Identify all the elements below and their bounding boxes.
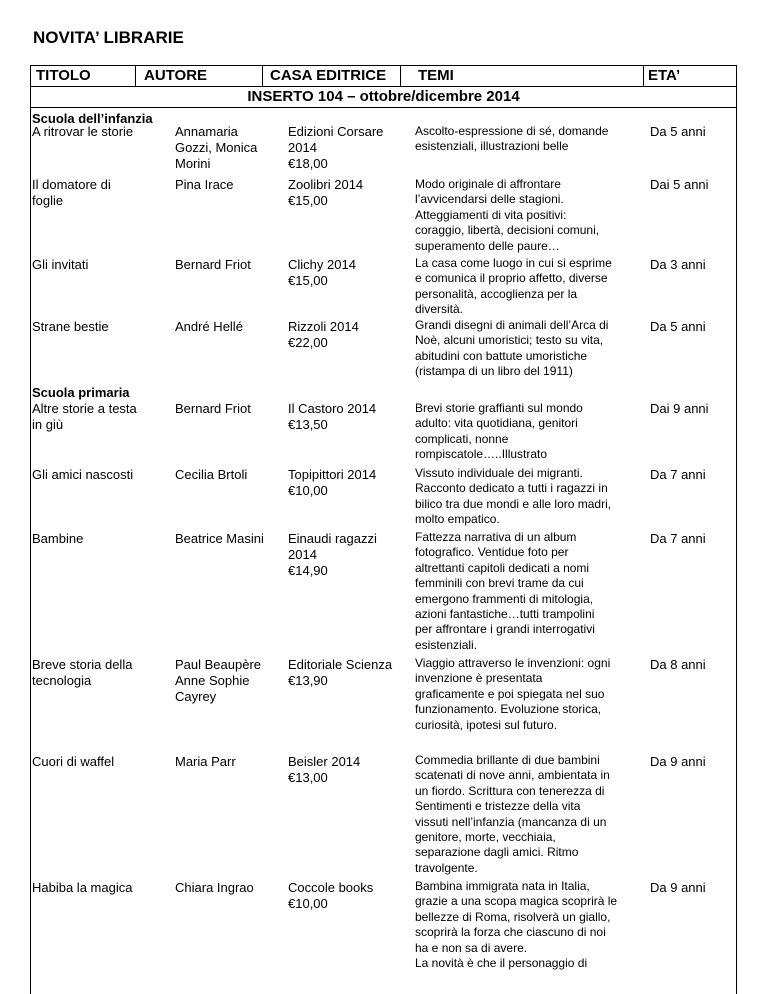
header-casa-editrice: CASA EDITRICE xyxy=(270,67,387,84)
row-titolo: Gli invitati xyxy=(32,257,89,272)
row-autore: Pina Irace xyxy=(175,177,234,192)
row-casa: Il Castoro 2014 €13,50 xyxy=(288,401,377,432)
row-casa: Beisler 2014 €13,00 xyxy=(288,754,361,785)
row-casa: Clichy 2014 €15,00 xyxy=(288,257,356,288)
insert-divider xyxy=(30,107,737,108)
row-autore: Chiara Ingrao xyxy=(175,880,254,895)
row-autore: Annamaria Gozzi, Monica Morini xyxy=(175,124,258,171)
header-col-sep xyxy=(400,65,401,87)
row-eta: Da 9 anni xyxy=(650,754,706,769)
row-autore: André Hellé xyxy=(175,319,243,334)
row-eta: Da 7 anni xyxy=(650,531,706,546)
row-temi: La casa come luogo in cui si esprime e comunica il proprio affetto, diverse personalità, accoglienza per la diversità. xyxy=(415,256,612,317)
row-titolo: Gli amici nascosti xyxy=(32,467,134,482)
row-eta: Da 5 anni xyxy=(650,319,706,334)
row-casa: Topipittori 2014 €10,00 xyxy=(288,467,377,498)
row-titolo: Breve storia della tecnologia xyxy=(32,657,133,688)
row-temi: Ascolto-espressione di sé, domande esistenziali, illustrazioni belle xyxy=(415,124,609,154)
header-col-sep xyxy=(262,65,263,87)
row-titolo: Altre storie a testa in giù xyxy=(32,401,137,432)
row-temi: Vissuto individuale dei migranti. Racconto dedicato a tutti i ragazzi in bilico tra due mondi e alle loro madri, molto empatico. xyxy=(415,466,612,527)
table-border-left xyxy=(30,65,31,994)
row-titolo: Il domatore di foglie xyxy=(32,177,111,208)
header-autore: AUTORE xyxy=(144,67,208,84)
row-temi: Commedia brillante di due bambini scatenati di nove anni, ambientata in un fiordo. Scrittura con tenerezza di Sentimenti e tristezze della vita vissuti nell’infanzia (mancanza di un genitore, morte, vecchiaia, separazione dagli amici. Ritmo travolgente. xyxy=(415,753,610,875)
row-temi: Brevi storie graffianti sul mondo adulto: vita quotidiana, genitori complicati, nonne rompiscatole…..Illustrato xyxy=(415,401,583,462)
row-eta: Dai 5 anni xyxy=(650,177,709,192)
row-autore: Bernard Friot xyxy=(175,257,251,272)
row-eta: Da 3 anni xyxy=(650,257,706,272)
row-autore: Cecilia Brtoli xyxy=(175,467,248,482)
insert-title: INSERTO 104 – ottobre/dicembre 2014 xyxy=(247,88,520,105)
row-temi: Grandi disegni di animali dell’Arca di Noè, alcuni umoristici; testo su vita, abitudini con battute umoristiche (ristampa di un libro del 1911) xyxy=(415,318,609,379)
table-border-right xyxy=(736,65,737,994)
header-col-sep xyxy=(643,65,644,87)
row-casa: Rizzoli 2014 €22,00 xyxy=(288,319,359,350)
row-eta: Da 9 anni xyxy=(650,880,706,895)
document-title: NOVITA’ LIBRARIE xyxy=(33,28,184,47)
row-casa: Coccole books €10,00 xyxy=(288,880,374,911)
header-divider xyxy=(30,86,737,87)
row-titolo: Bambine xyxy=(32,531,84,546)
row-titolo: Habiba la magica xyxy=(32,880,133,895)
row-casa: Einaudi ragazzi 2014 €14,90 xyxy=(288,531,377,578)
row-eta: Da 7 anni xyxy=(650,467,706,482)
row-eta: Da 8 anni xyxy=(650,657,706,672)
row-casa: Zoolibri 2014 €15,00 xyxy=(288,177,364,208)
row-eta: Dai 9 anni xyxy=(650,401,709,416)
row-titolo: A ritrovar le storie xyxy=(32,124,134,139)
row-casa: Editoriale Scienza €13,90 xyxy=(288,657,393,688)
row-autore: Beatrice Masini xyxy=(175,531,264,546)
row-temi: Bambina immigrata nata in Italia, grazie a una scopa magica scoprirà le bellezze di Roma, risolverà un giallo, scoprirà la forza che ciascuno di noi ha e non sa di avere. La novità è che il personaggio di xyxy=(415,879,618,971)
section-infanzia: Scuola dell’infanzia xyxy=(32,111,153,126)
row-temi: Modo originale di affrontare l’avvicendarsi delle stagioni. Atteggiamenti di vita positivi: coraggio, libertà, decisioni comuni, superamento delle paure… xyxy=(415,177,600,253)
table-border-top xyxy=(30,65,737,66)
row-titolo: Cuori di waffel xyxy=(32,754,115,769)
row-autore: Bernard Friot xyxy=(175,401,251,416)
header-titolo: TITOLO xyxy=(36,67,91,84)
header-eta: ETA’ xyxy=(648,67,681,84)
section-primaria: Scuola primaria xyxy=(32,385,130,400)
header-temi: TEMI xyxy=(418,67,454,84)
header-col-sep xyxy=(135,65,136,87)
row-titolo: Strane bestie xyxy=(32,319,109,334)
row-temi: Viaggio attraverso le invenzioni: ogni invenzione è presentata graficamente e poi spiegata nel suo funzionamento. Evoluzione storica, curiosità, ipotesi sul futuro. xyxy=(415,656,611,732)
row-temi: Fattezza narrativa di un album fotografico. Ventidue foto per altrettanti capitoli dedicati a nomi femminili con brevi trame da cui emergono frammenti di mitologia, azioni fantastiche…tutti trampolini per affrontare i grandi interrogativi esistenziali. xyxy=(415,530,595,652)
row-casa: Edizioni Corsare 2014 €18,00 xyxy=(288,124,384,171)
row-eta: Da 5 anni xyxy=(650,124,706,139)
row-autore: Paul Beaupère Anne Sophie Cayrey xyxy=(175,657,262,704)
row-autore: Maria Parr xyxy=(175,754,236,769)
